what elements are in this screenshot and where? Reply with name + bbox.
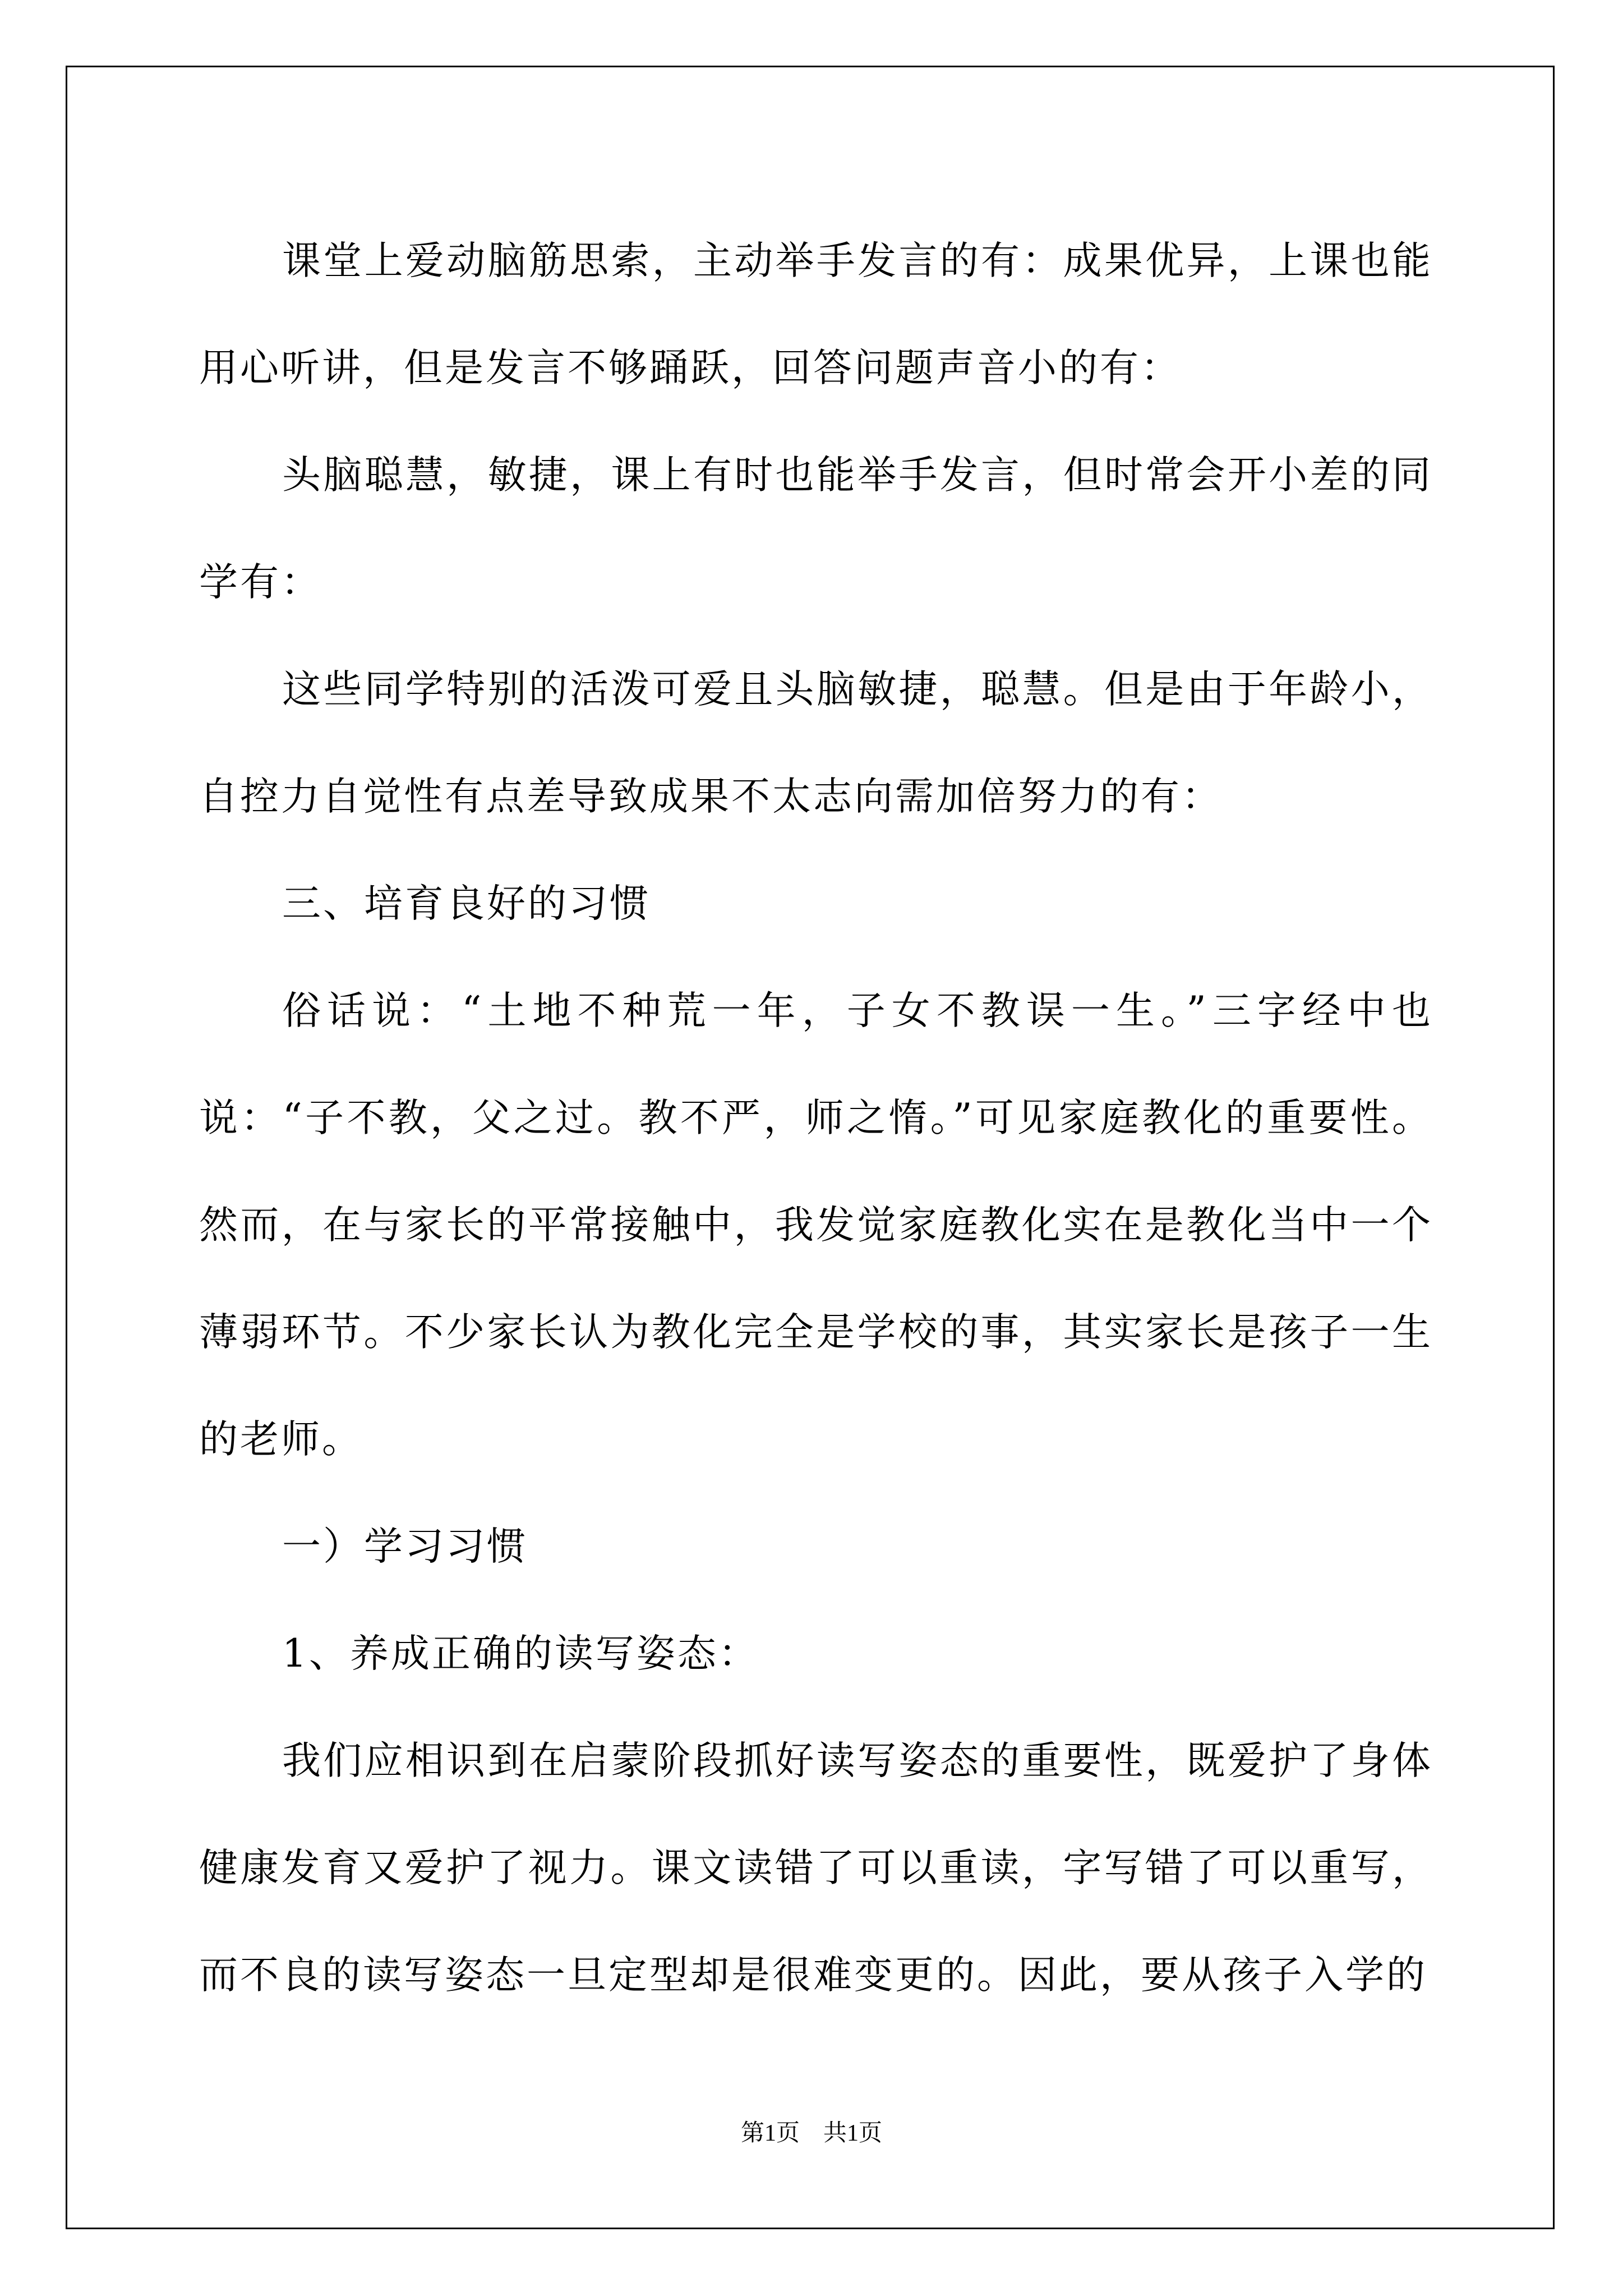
section-heading-good-habits: 三、培育良好的习惯: [282, 881, 651, 926]
paragraph-lively-students: 这些同学特别的活泼可爱且头脑敏捷，聪慧。但是由于年龄小，自控力自觉性有点差导致成果不太志向需加倍努力的有：: [199, 667, 1433, 819]
subheading-study-habits: 一）学习习惯: [282, 1524, 528, 1569]
paragraph-class-participation: 课堂上爱动脑筋思索，主动举手发言的有：成果优异，上课也能用心听讲，但是发言不够踊跃，回答问题声音小的有：: [199, 238, 1433, 390]
paragraph-posture-importance: 我们应相识到在启蒙阶段抓好读写姿态的重要性，既爱护了身体健康发育又爱护了视力。课文读错了可以重读，字写错了可以重写，而不良的读写姿态一旦定型却是很难变更的。因此，要从孩子入学的: [199, 1738, 1433, 1998]
page-number-footer: 第1页 共1页: [740, 2120, 882, 2146]
paragraph-family-education: 俗话说：“土地不种荒一年，子女不教误一生。”三字经中也说：“子不教，父之过。教不严，师之惰。”可见家庭教化的重要性。然而，在与家长的平常接触中，我发觉家庭教化实在是教化当中一个薄弱环节。不少家长认为教化完全是学校的事，其实家长是孩子一生的老师。: [199, 988, 1433, 1462]
list-item-posture: 1、养成正确的读写姿态：: [282, 1631, 759, 1676]
paragraph-smart-students: 头脑聪慧，敏捷，课上有时也能举手发言，但时常会开小差的同学有：: [199, 453, 1433, 605]
document-body: [199, 208, 1433, 2029]
